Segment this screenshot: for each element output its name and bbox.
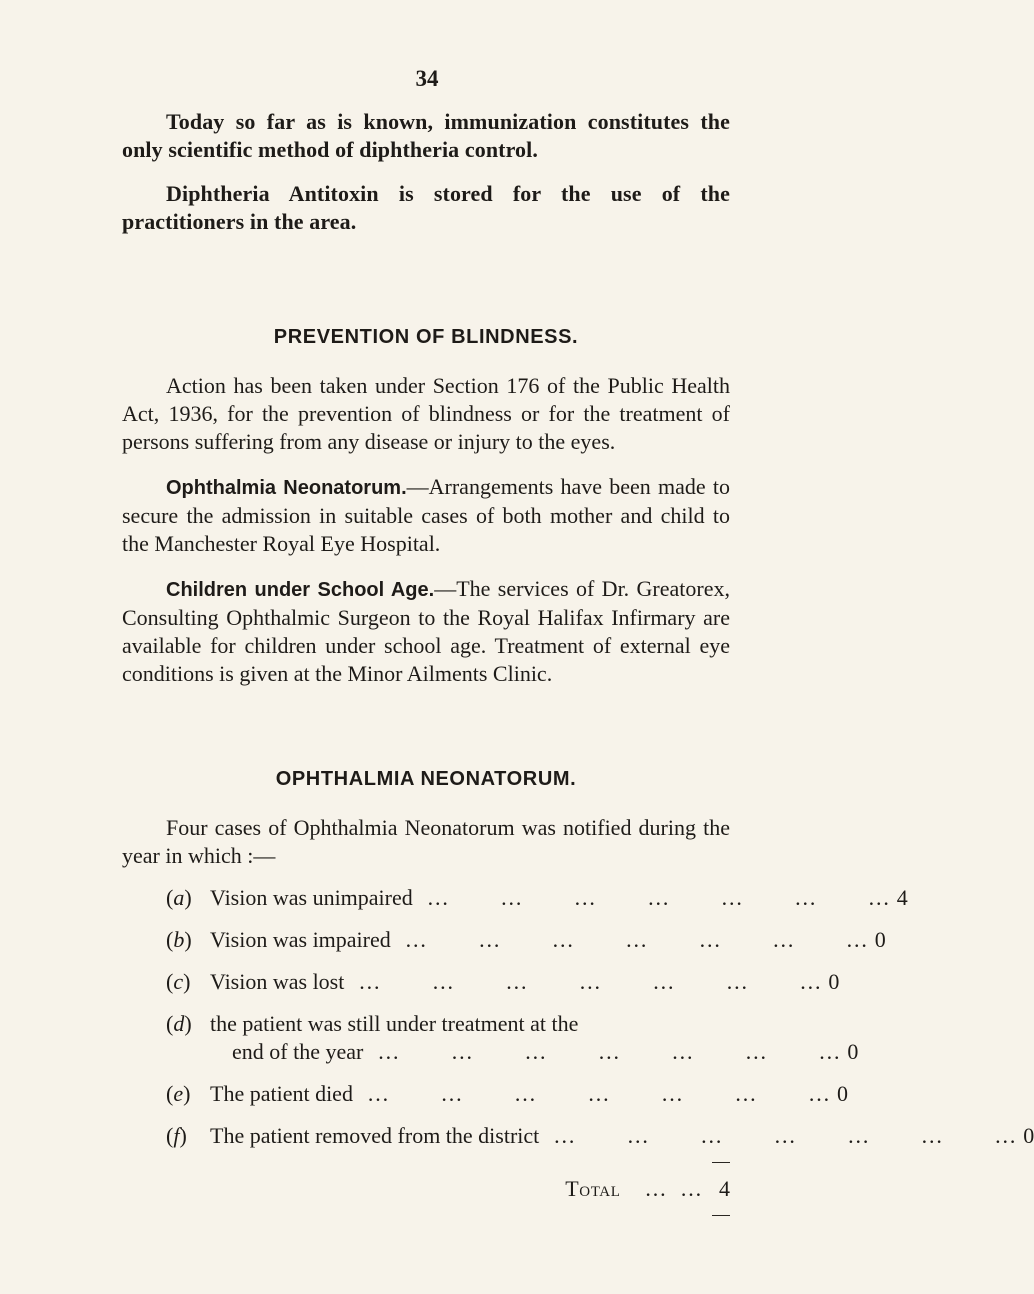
item-label: The patient removed from the district — [210, 1123, 540, 1148]
item-label: The patient died — [210, 1081, 353, 1106]
list-item — [122, 1010, 859, 1066]
item-count: 0 — [836, 1081, 848, 1106]
item-label: end of the year — [232, 1039, 364, 1064]
dot-leader — [344, 968, 825, 996]
section-176-paragraph: Action has been taken under Section 176 of the Public Health Act, 1936, for the prevention of blindness or for the treatment of persons suffering from any disease or injury to the eyes. — [122, 373, 730, 454]
outcome-list — [122, 884, 1034, 1150]
item-label: Vision was impaired — [210, 927, 391, 952]
ophthalmia-section-heading: OPHTHALMIA NEONATORUM. — [275, 768, 577, 790]
item-letter: (c) — [166, 969, 191, 994]
list-item — [122, 968, 840, 996]
list-item — [122, 884, 908, 912]
item-letter: (e) — [166, 1081, 191, 1106]
item-label: Vision was unimpaired — [210, 885, 413, 910]
item-count: 0 — [828, 969, 840, 994]
total-row — [122, 1175, 730, 1203]
ophthalmia-cases-intro: Four cases of Ophthalmia Neonatorum was notified during the year in which :— — [122, 815, 730, 868]
total-label: Total — [565, 1176, 621, 1201]
ophthalmia-lead-heading: Ophthalmia Neonatorum. — [166, 477, 407, 499]
list-item — [122, 1080, 848, 1108]
item-count: 0 — [1023, 1123, 1034, 1148]
page-number: 34 — [415, 66, 439, 91]
total-rule-top — [712, 1162, 730, 1163]
total-rule-bottom — [712, 1215, 730, 1216]
total-value: 4 — [719, 1176, 730, 1201]
list-item — [122, 926, 886, 954]
dot-leader — [363, 1038, 844, 1066]
immunization-paragraph: Today so far as is known, immunization constitutes the only scientific method of diphtheria control. — [122, 109, 730, 162]
ophthalmia-arrangements-paragraph — [122, 473, 730, 558]
item-letter: (f) — [166, 1123, 187, 1148]
item-label-line1: the patient was still under treatment at the — [210, 1011, 579, 1036]
item-label: Vision was lost — [210, 969, 345, 994]
dot-leader — [539, 1122, 1020, 1150]
document-page — [122, 66, 1034, 1216]
antitoxin-paragraph: Diphtheria Antitoxin is stored for the use of the practitioners in the area. — [122, 181, 730, 234]
dot-leader — [353, 1080, 834, 1108]
prevention-heading: PREVENTION OF BLINDNESS. — [273, 326, 579, 348]
children-school-age-paragraph — [122, 575, 730, 688]
item-letter: (b) — [166, 927, 192, 952]
item-letter: (d) — [166, 1011, 192, 1036]
item-count: 4 — [896, 885, 908, 910]
children-school-age-text: —The services of Dr. Greatorex, Consulting Ophthalmic Surgeon to the Royal Halifax Infirmary are available for children under school age. Treatment of external eye conditions is given at the Minor Ailments Clinic. — [122, 576, 730, 686]
list-item — [122, 1122, 1034, 1150]
dot-leader — [391, 926, 872, 954]
ophthalmia-arrangements-text: —Arrangements have been made to secure the admission in suitable cases of both mother and child to the Manchester Royal Eye Hospital. — [122, 474, 730, 556]
total-dot-leader: … … — [644, 1176, 706, 1201]
item-letter: (a) — [166, 885, 192, 910]
dot-leader — [413, 884, 894, 912]
children-lead-heading: Children under School Age. — [166, 579, 435, 601]
item-count: 0 — [847, 1039, 859, 1064]
item-count: 0 — [874, 927, 886, 952]
